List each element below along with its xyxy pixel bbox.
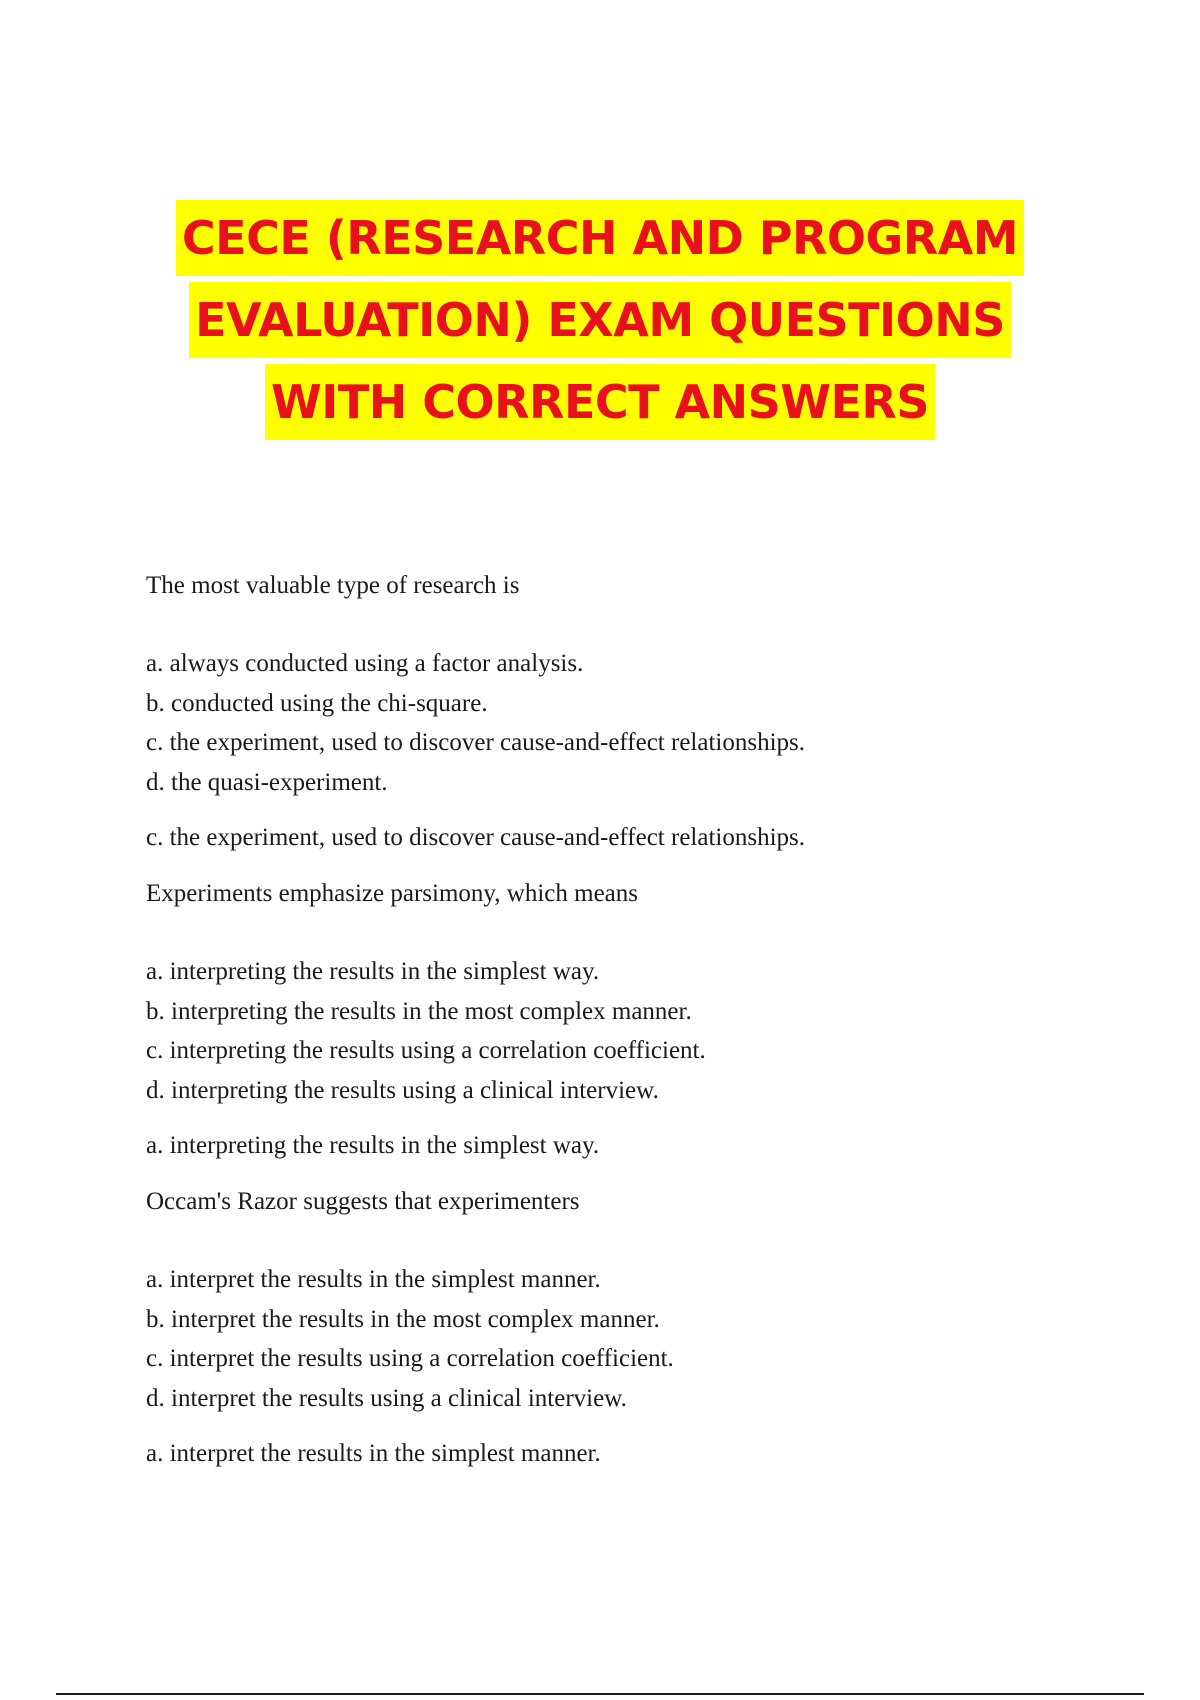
option-d: d. the quasi-experiment. xyxy=(146,768,388,796)
correct-answer: a. interpret the results in the simplest manner. xyxy=(146,1440,601,1467)
question-text: The most valuable type of research is xyxy=(146,572,520,599)
question-text: Occam's Razor suggests that experimenters xyxy=(146,1188,580,1215)
correct-answer: a. interpreting the results in the simplest way. xyxy=(146,1132,600,1159)
title-line-2: EVALUATION) EXAM QUESTIONS xyxy=(189,282,1011,358)
option-list xyxy=(146,1260,1106,1418)
option-a: a. interpret the results in the simplest manner. xyxy=(146,1266,601,1293)
title-line-3: WITH CORRECT ANSWERS xyxy=(265,364,935,440)
option-c: c. interpreting the results using a correlation coefficient. xyxy=(146,1037,706,1064)
footer-divider xyxy=(56,1693,1144,1695)
question-text: Experiments emphasize parsimony, which means xyxy=(146,880,638,907)
document-title xyxy=(0,200,1200,446)
option-c: c. interpret the results using a correlation coefficient. xyxy=(146,1345,674,1372)
option-list xyxy=(146,644,1106,802)
option-d: d. interpreting the results using a clinical interview. xyxy=(146,1076,659,1104)
questions-section xyxy=(146,566,1106,1490)
question-block-2 xyxy=(146,874,1106,1166)
option-b: b. conducted using the chi-square. xyxy=(146,689,488,717)
option-b: b. interpreting the results in the most complex manner. xyxy=(146,997,692,1025)
option-a: a. always conducted using a factor analysis. xyxy=(146,650,584,677)
option-a: a. interpreting the results in the simplest way. xyxy=(146,958,600,985)
option-d: d. interpret the results using a clinical interview. xyxy=(146,1384,627,1412)
title-line-1: CECE (RESEARCH AND PROGRAM xyxy=(176,200,1024,276)
option-list xyxy=(146,952,1106,1110)
option-c: c. the experiment, used to discover cause-and-effect relationships. xyxy=(146,729,806,756)
option-b: b. interpret the results in the most complex manner. xyxy=(146,1305,660,1333)
correct-answer: c. the experiment, used to discover cause-and-effect relationships. xyxy=(146,824,806,851)
question-block-3 xyxy=(146,1182,1106,1474)
question-block-1 xyxy=(146,566,1106,858)
